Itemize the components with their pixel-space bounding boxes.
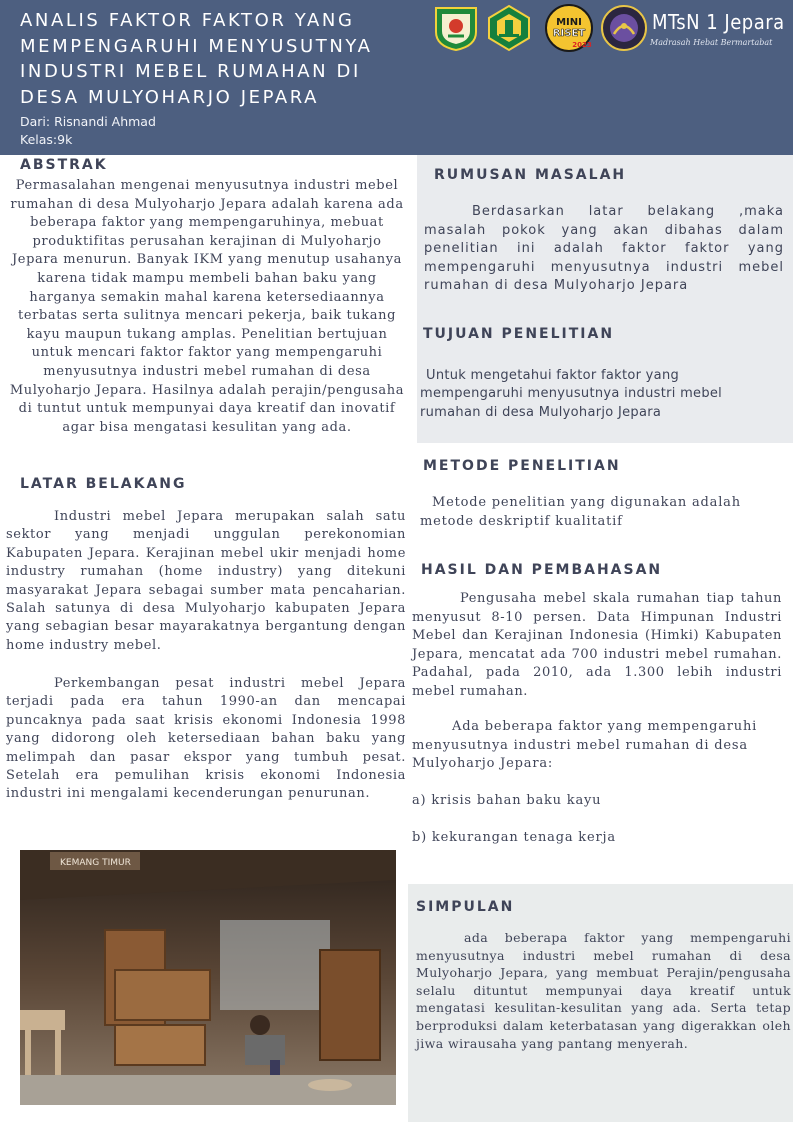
results-item-b: b) kekurangan tenaga kerja (412, 830, 616, 845)
school-motto: Madrasah Hebat Bermartabat (650, 38, 773, 47)
problem-heading: RUMUSAN MASALAH (434, 167, 627, 183)
school-name: MTsN 1 Jepara (652, 10, 785, 34)
method-text: Metode penelitian yang digunakan adalah metode deskriptif kualitatif (420, 495, 741, 529)
results-item-a: a) krisis bahan baku kayu (412, 793, 602, 808)
header-banner (0, 0, 793, 155)
regency-shield-logo (432, 4, 480, 52)
problem-text: Berdasarkan latar belakang ,maka masalah pokok yang akan dibahas dalam penelitian ini adalah faktor faktor yang mempengaruhi menyusutnya industri mebel rumahan di desa Mulyoharjo Jepara (424, 204, 784, 293)
author-name: Dari: Risnandi Ahmad (20, 114, 156, 129)
author-info (20, 113, 156, 149)
poster-title: ANALIS FAKTOR FAKTOR YANG MEMPENGARUHI MENYUSUTNYA INDUSTRI MEBEL RUMAHAN DI DESA MULYOHARJO JEPARA (20, 10, 373, 108)
svg-text:RISET: RISET (552, 28, 586, 39)
background-heading: LATAR BELAKANG (20, 476, 187, 492)
svg-text:MINI: MINI (556, 17, 582, 28)
results-paragraph-1: Pengusaha mebel skala rumahan tiap tahun menyusut 8-10 persen. Data Himpunan Industri Mebel dan Kerajinan Indonesia (Himki) Kabupaten Jepara, mencatat ada 700 industri mebel rumahan. Padahal, pada 2010, ada 1.300 lebih industri mebel rumahan. (412, 591, 782, 699)
background-paragraph-2: Perkembangan pesat industri mebel Jepara terjadi pada era tahun 1990-an dan mencapai puncaknya pada saat krisis ekonomi Indonesia 1998 yang didorong oleh ketersediaan bahan baku yang melimpah dan pasar ekspor yang tumbuh pesat. Setelah era pemulihan krisis ekonomi Indonesia industri ini mengalami kecenderungan penurunan. (6, 676, 406, 802)
abstract-text: Permasalahan mengenai menyusutnya industri mebel rumahan di desa Mulyoharjo Jepara adalah karena ada beberapa faktor yang mempengaruhinya, mebuat produktifitas perusahan kerajinan di Mulyoharjo Jepara menurun. Banyak IKM yang menutup usahanya karena tidak mampu membeli bahan baku yang harganya semakin mahal karena ketersediaannya terbatas serta sulitnya mencari pekerja, baik tukang kayu maupun tukang amplas. Penelitian bertujuan untuk mencari faktor faktor yang mempengaruhi menyusutnya industri mebel rumahan di desa Mulyoharjo Jepara. Hasilnya adalah perajin/pengusaha di tuntut untuk mempunyai daya kreatif dan inovatif agar bisa mengatasi kesulitan yang ada. (9, 178, 405, 435)
conclusion-text: ada beberapa faktor yang mempengaruhi menyusutnya industri mebel rumahan di desa Mulyoharjo Jepara, yang membuat Perajin/pengusaha selalu dituntut mempunyai daya kreatif untuk mengatasi kesulitan-kesulitan yang ada. Serta tetap berproduksi dalam keterbatasan yang digerakkan oleh jiwa wirausaha yang pantang menyerah. (416, 930, 791, 1051)
sign-text: KEMANG TIMUR (60, 858, 131, 868)
results-heading: HASIL DAN PEMBAHASAN (421, 562, 663, 578)
workshop-photo-illustration (20, 850, 396, 1105)
objective-text: Untuk mengetahui faktor faktor yang mempengaruhi menyusutnya industri mebel rumahan di desa Mulyoharjo Jepara (420, 368, 723, 420)
method-heading: METODE PENELITIAN (423, 458, 621, 474)
background-paragraph-1: Industri mebel Jepara merupakan salah satu sektor yang menjadi unggulan perekonomian Kabupaten Jepara. Kerajinan mebel ukir menjadi home industry rumahan (home industry) yang ditekuni masyarakat Jepara sebagai sumber mata pencaharian. Salah satunya di desa Mulyoharjo kabupaten Jepara yang sebagian besar mayarakatnya bergantung dengan home industry mebel. (6, 509, 406, 653)
svg-text:2023: 2023 (572, 41, 592, 49)
objective-heading: TUJUAN PENELITIAN (423, 326, 615, 342)
ministry-logo (485, 4, 533, 52)
workshop-photo (20, 850, 396, 1105)
mini-riset-logo (542, 4, 596, 52)
conclusion-heading: SIMPULAN (416, 899, 515, 915)
abstract-heading: ABSTRAK (20, 157, 108, 173)
results-paragraph-2: Ada beberapa faktor yang mempengaruhi menyusutnya industri mebel rumahan di desa Mulyoharjo Jepara: (412, 719, 758, 771)
madrasah-seal-logo (600, 4, 648, 52)
author-class: Kelas:9k (20, 132, 73, 147)
